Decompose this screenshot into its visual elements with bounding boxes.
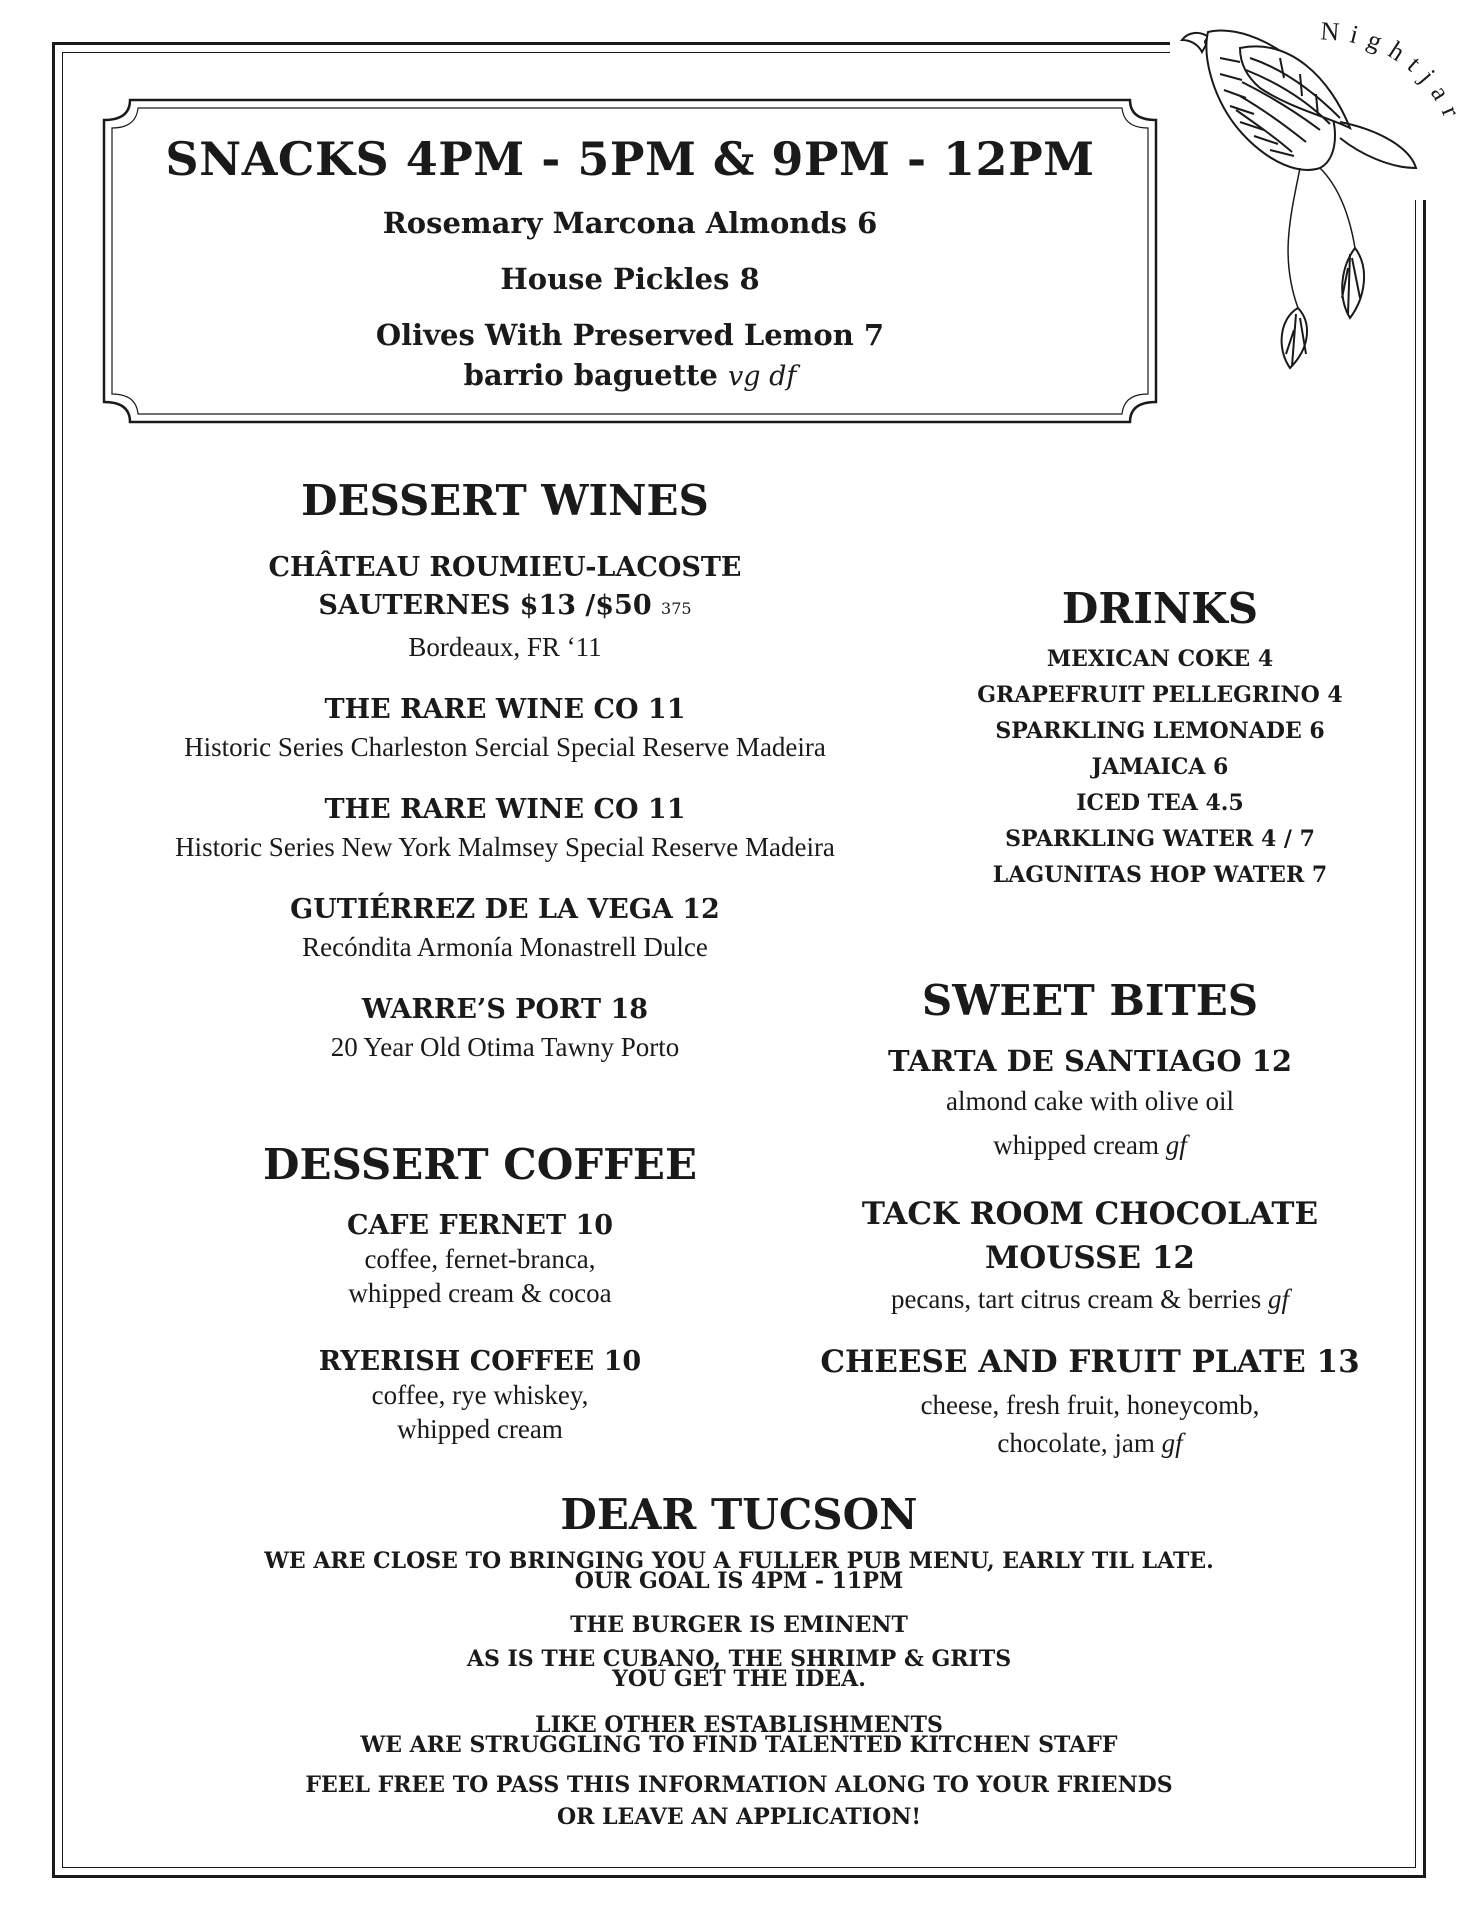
sweet-desc-line (800, 1428, 1380, 1459)
wine-name-line2 (90, 590, 920, 621)
note-line: AS IS THE CUBANO, THE SHRIMP & GRITS (466, 1646, 1012, 1672)
wine-name: THE RARE WINE CO 11 (324, 694, 686, 725)
sweet-desc: almond cake with olive oil (946, 1086, 1234, 1116)
sweet-desc: chocolate, jam (997, 1428, 1155, 1458)
note-line: OR LEAVE AN APPLICATION! (556, 1804, 922, 1830)
note-line: FEEL FREE TO PASS THIS INFORMATION ALONG TO YOUR FRIENDS (305, 1772, 1173, 1798)
drink-item: SPARKLING LEMONADE 6 (995, 718, 1325, 744)
snack-baguette (100, 358, 1160, 392)
sweet-desc: cheese, fresh fruit, honeycomb, (920, 1390, 1260, 1420)
sweet-name-line2: MOUSSE 12 (984, 1240, 1195, 1276)
note-line: WE ARE CLOSE TO BRINGING YOU A FULLER PUB MENU, EARLY TIL LATE. (264, 1548, 1214, 1574)
baguette-tags: vg df (727, 361, 797, 392)
wine-desc: Recóndita Armonía Monastrell Dulce (302, 932, 708, 962)
drink-item: GRAPEFRUIT PELLEGRINO 4 (977, 682, 1343, 708)
dessert-wines-title: DESSERT WINES (301, 476, 709, 525)
snack-item: House Pickles 8 (500, 262, 760, 296)
note-line: LIKE OTHER ESTABLISHMENTS (535, 1712, 943, 1738)
dear-tucson-title: DEAR TUCSON (560, 1490, 918, 1539)
wine-name: GUTIÉRREZ DE LA VEGA 12 (290, 894, 720, 925)
gf-tag: gf (1165, 1130, 1187, 1160)
wine-name: WARRE’S PORT 18 (361, 994, 649, 1025)
note-line: THE BURGER IS EMINENT (570, 1612, 908, 1638)
sweet-bites-title: SWEET BITES (921, 976, 1259, 1025)
drink-item: ICED TEA 4.5 (1076, 790, 1244, 816)
sweet-desc-line (800, 1284, 1380, 1315)
snack-item: Olives With Preserved Lemon 7 (375, 318, 885, 352)
baguette-label: barrio baguette (463, 358, 718, 392)
dessert-coffee-title: DESSERT COFFEE (263, 1140, 697, 1189)
wine-size: 375 (661, 599, 692, 618)
wine-name: CHÂTEAU ROUMIEU-LACOSTE (268, 552, 742, 583)
gf-tag: gf (1268, 1284, 1290, 1314)
drink-item: JAMAICA 6 (1091, 754, 1229, 780)
coffee-name: CAFE FERNET 10 (346, 1210, 614, 1241)
sweet-name: TACK ROOM CHOCOLATE (861, 1196, 1319, 1232)
wine-desc: 20 Year Old Otima Tawny Porto (330, 1032, 680, 1062)
gf-tag: gf (1161, 1428, 1183, 1458)
sweet-desc-line (800, 1130, 1380, 1161)
wine-price: SAUTERNES $13 /$50 (318, 590, 652, 621)
coffee-desc: whipped cream & cocoa (348, 1278, 612, 1308)
drink-item: SPARKLING WATER 4 / 7 (1005, 826, 1315, 852)
snacks-title: SNACKS 4PM - 5PM & 9PM - 12PM (165, 132, 1095, 186)
wine-name: THE RARE WINE CO 11 (324, 794, 686, 825)
wine-desc: Bordeaux, FR ‘11 (408, 632, 602, 662)
note-line: YOU GET THE IDEA. (612, 1666, 866, 1692)
coffee-desc: coffee, rye whiskey, (371, 1380, 589, 1410)
sweet-name: TARTA DE SANTIAGO 12 (887, 1044, 1293, 1078)
coffee-desc: coffee, fernet-branca, (364, 1244, 596, 1274)
snacks-box (100, 96, 1160, 426)
snack-item: Rosemary Marcona Almonds 6 (382, 206, 878, 240)
nightjar-bird-icon (1180, 18, 1440, 388)
drink-item: MEXICAN COKE 4 (1046, 646, 1274, 672)
wine-desc: Historic Series Charleston Sercial Special Reserve Madeira (184, 732, 826, 762)
sweet-desc: whipped cream (993, 1130, 1159, 1160)
drink-item: LAGUNITAS HOP WATER 7 (992, 862, 1328, 888)
wine-desc: Historic Series New York Malmsey Special Reserve Madeira (175, 832, 835, 862)
note-line: OUR GOAL IS 4PM - 11PM (574, 1568, 904, 1594)
sweet-desc: pecans, tart citrus cream & berries (890, 1284, 1262, 1314)
coffee-desc: whipped cream (397, 1414, 563, 1444)
brand-name: Nightjar (1319, 16, 1470, 131)
drinks-title: DRINKS (1061, 584, 1259, 633)
sweet-name: CHEESE AND FRUIT PLATE 13 (820, 1344, 1360, 1380)
note-line: WE ARE STRUGGLING TO FIND TALENTED KITCHEN STAFF (360, 1732, 1118, 1758)
coffee-name: RYERISH COFFEE 10 (318, 1346, 642, 1377)
